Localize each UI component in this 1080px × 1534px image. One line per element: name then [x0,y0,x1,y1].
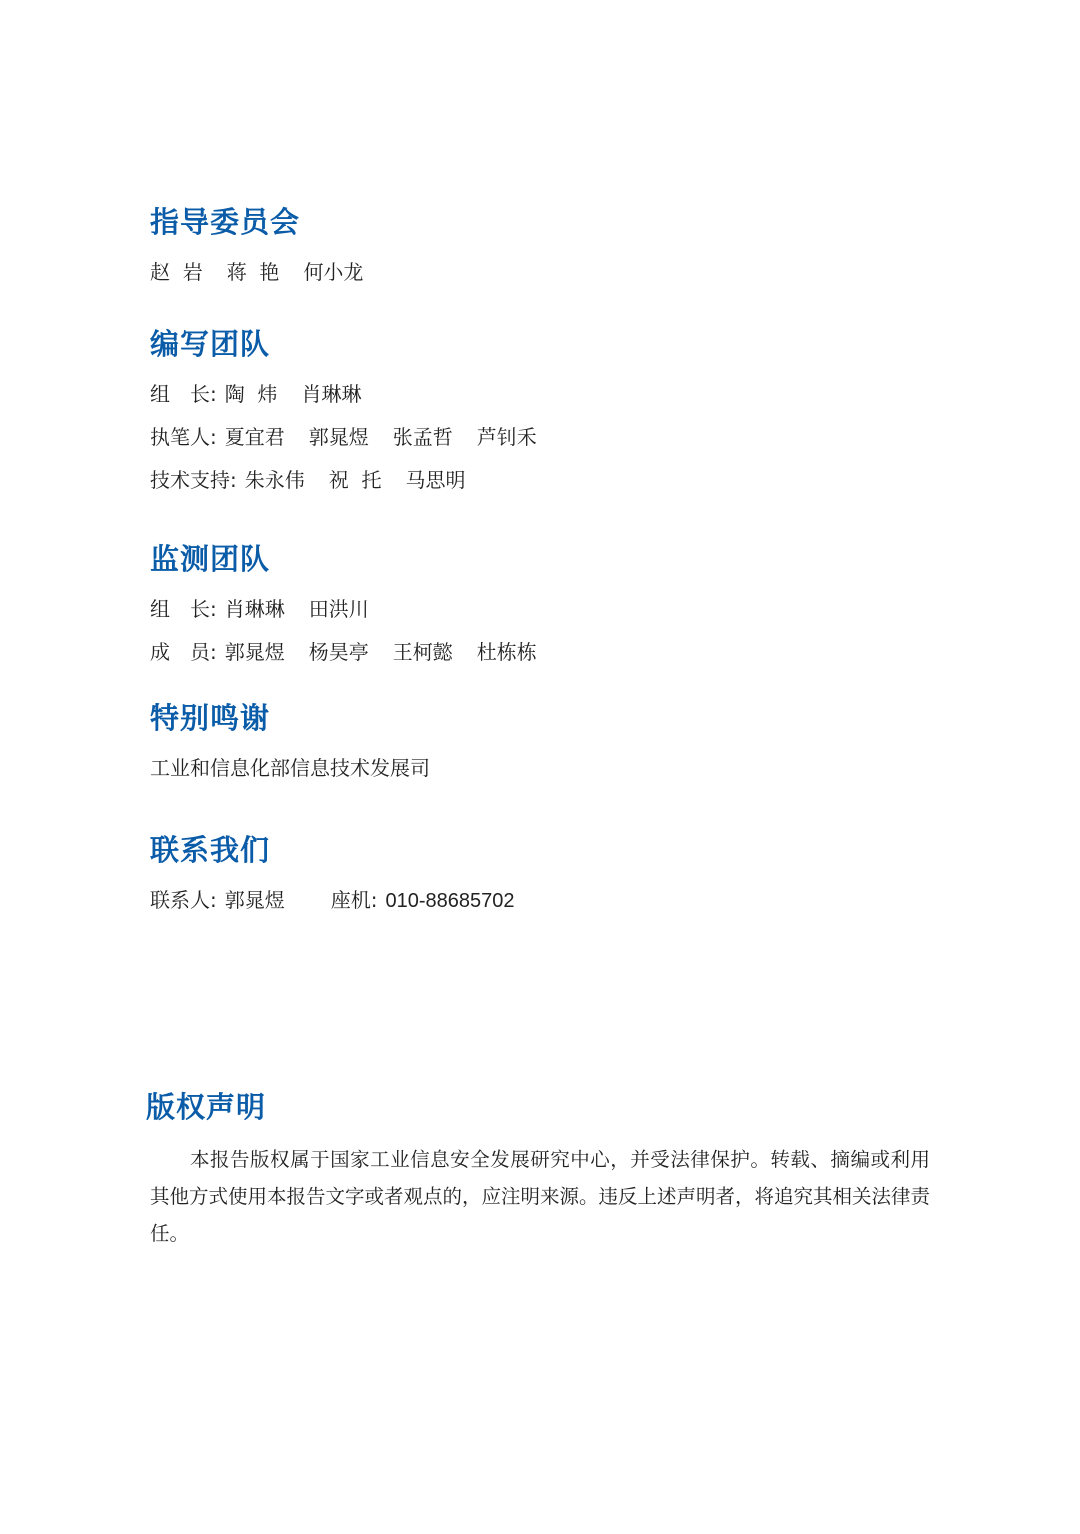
monitoring-leader: 肖琳琳 [224,597,285,621]
steering-member: 蒋 艳 [226,260,280,284]
writers-label: 执笔人: [150,425,217,449]
writing-leader: 肖琳琳 [301,382,362,406]
monitoring-team-title: 监测团队 [150,542,271,576]
monitoring-leader: 田洪川 [308,597,369,621]
copyright-title: 版权声明 [146,1090,267,1124]
monitoring-members-line [150,638,537,666]
tech-member: 马思明 [405,468,466,492]
writer: 张孟哲 [392,425,453,449]
contact-line [150,886,515,915]
writing-leader: 陶 炜 [224,382,278,406]
writer: 夏宜君 [224,425,285,449]
contact-title: 联系我们 [150,833,271,867]
leader-label: 组 长: [150,382,217,406]
steering-members-line [150,258,363,286]
contact-phone-label: 座机: [330,888,378,912]
tech-member: 祝 托 [328,468,382,492]
copyright-text: 本报告版权属于国家工业信息安全发展研究中心，并受法律保护。转载、摘编或利用其他方式使用本报告文字或者观点的，应注明来源。违反上述声明者，将追究其相关法律责任。 [150,1148,931,1245]
monitoring-member: 杜栋栋 [476,640,537,664]
thanks-org: 工业和信息化部信息技术发展司 [150,756,430,780]
special-thanks-title: 特别鸣谢 [150,701,271,735]
contact-phone: 010-88685702 [385,890,515,912]
steering-member: 赵 岩 [150,260,203,284]
monitoring-member: 杨昊亭 [308,640,369,664]
members-label: 成 员: [150,640,217,664]
writing-writers-line [150,423,537,451]
writer: 郭晁煜 [308,425,369,449]
steering-member: 何小龙 [303,260,364,284]
monitoring-member: 郭晁煜 [224,640,285,664]
leader-label: 组 长: [150,597,217,621]
tech-support-label: 技术支持: [150,468,237,492]
steering-committee-title: 指导委员会 [150,205,301,239]
writing-leader-line [150,380,361,408]
writing-tech-line [150,466,465,494]
monitoring-member: 王柯懿 [392,640,453,664]
contact-person-label: 联系人: [150,888,217,912]
monitoring-leader-line [150,595,369,623]
writing-team-title: 编写团队 [150,327,271,361]
contact-person: 郭晁煜 [224,888,285,912]
writer: 芦钊禾 [476,425,537,449]
tech-member: 朱永伟 [244,468,305,492]
